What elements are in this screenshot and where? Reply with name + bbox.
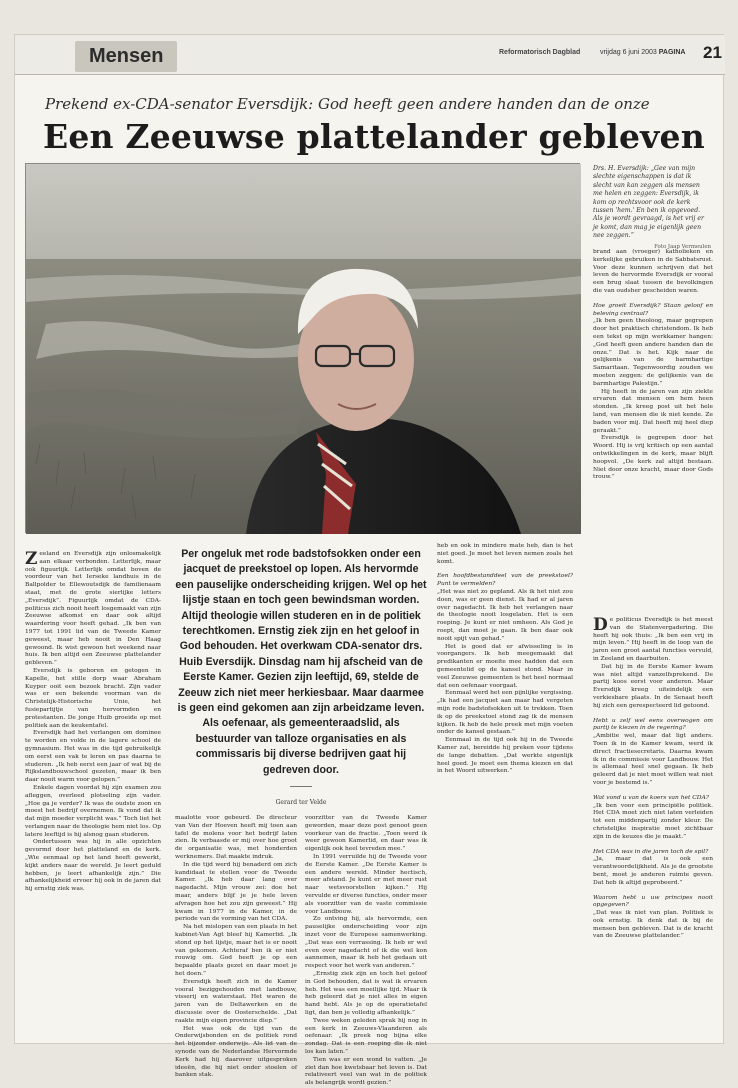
lead-rule: [290, 786, 312, 787]
article-paragraph: Waarom hebt u uw principes nooit opgegeven?: [593, 894, 713, 909]
article-column-1: [25, 543, 161, 1039]
article-paragraph: „Het was niet zo gepland. Als ik het niet zou doen, was er geen dienst. Ik had er al jaren over nagedacht. Ik heb het verlangen naar de theologie nooit losgelaten. Het is een roeping. Je kunt er niet omheen. Als God je roept, dan moet je gaan. Ik ben daar ook nooit spijt van gehad.”: [437, 588, 573, 642]
caption-text: Drs. H. Eversdijk: „Gee van mijn slechte eigenschappen is dat ik slecht van kan zeggen als mensen me helen en zeggen: Eversdijk, ik kom op rechtsvoor ook de kerk tussen 'hem.' En ben ik opgevoed. Als je wordt gevraagd, is het vrij er je komt, dan mag je eigenlijk geen nee zeggen.”: [593, 165, 704, 240]
article-paragraph: Een hoofdbestanddeel van de preekstoel? Punt te vermelden?: [437, 573, 573, 588]
article-paragraph: Eversdijk is gegrepen door het Woord. Hij is vrij kritisch op een aantal ontwikkelingen in de kerk, maar blijft hoopvol. „De kerk zal altijd bestaan. Niet door onze kracht, maar door Gods trouw.”: [593, 435, 713, 481]
lead-text: Per ongeluk met rode badstofsokken onder een jacquet de preekstoel op lopen. Als hervormde een pauselijke onderscheiding krijgen. Wel op het lijstje staan en toch geen bewindsman worden. Altijd theologie willen studeren en in de politiek terechtkomen. Ernstig ziek zijn en het geloof in God behouden. Het overkwam CDA-senator drs. Huib Eversdijk. Dinsdag nam hij afscheid van de Eerste Kamer. Gezien zijn leeftijd, 69, stelde de Zeeuw zich niet meer herkiesbaar. Maar daarmee is geen eind gekomen aan zijn arbeidzame leven. Als oefenaar, als gemeenteraadslid, als bestuurder van talloze organisaties en als commissaris bij diverse bedrijven gaat hij gedreven door.: [175, 548, 427, 776]
article-paragraph: Eenmaal werd het een pijnlijke vergissing. „Ik had een jacquet aan maar had vergeten mijn rode badstofsokken uit te trekken. Toen ik op de preekstoel stond zag ik de mensen kijken. Ik heb de hele preek met mijn voeten onder de kansel gestaan.”: [437, 690, 573, 736]
article-paragraph: Twee weken geleden sprak hij nog in een kerk in Zeeuws-Vlaanderen als oefenaar. „Ik preek nog bijna elke zondag. Dat is een roeping die ik niet los kan laten.”: [305, 1017, 427, 1055]
article-paragraph: Het CDA was in die jaren toch de spil?: [593, 848, 709, 855]
page-number: 21: [703, 43, 722, 62]
article-paragraph: Eversdijk is geboren en getogen in Kapelle, het stille dorp waar Abraham Kuyper ooit een bezoek bracht. Zijn vader was er een bekende voorman van de Christelijk-Historische Unie, het fusiepartijtje van hervormden en protestanten. De jonge Huib groeide op met politiek aan de keukentafel.: [25, 667, 161, 729]
article-paragraph: „Ik ben geen theoloog, maar gegrepen door het praktisch christendom. Ik heb een tekst op mijn werkkamer hangen: „God heeft geen andere handen dan de onze.” Dat is het. Kijk naar de gelijkenis van de barmhartige Samaritaan. Tegenwoordig zouden we moeten zeggen: de gelijkenis van de barmhartige Palestijn.”: [593, 318, 713, 387]
article-column-4: [437, 543, 573, 1039]
article-paragraph: Wat vond u van de koers van het CDA?: [593, 794, 709, 801]
article-paragraph: maalotte voor gebeurd. De directeur van Van der Hoeven heeft mij toen aan tafel de molens voor het bedrijf laten zien. Ik verbaasde er mij over hoe groot de organisatie was, met honderden werknemers. Dat maakte indruk.: [175, 815, 297, 860]
article-paragraph: „Ambitie wel, maar dat ligt anders. Toen ik in de Kamer kwam, werd ik direct fractiesecretaris. Daarna kwam ik in de commissie voor Landbouw. Het is allemaal heel snel gegaan. Ik heb geleerd dat je niet moet willen wat niet voor je bestemd is.”: [593, 733, 713, 786]
article-paragraph: Enkele dagen voordat hij zijn examen zou afleggen, overleed plotseling zijn vader. „Hoe ga je verder? Ik was de oudste zoon en moest het bedrijf overnemen. Ik vond dat ik dat mijn moeder verplicht was.” Toch liet het verlangen naar de theologie hem niet los. Op latere leeftijd is hij alsnog gaan studeren.: [25, 784, 161, 838]
photo-caption: [593, 165, 711, 251]
article-paragraph: Eversdijk had het verlangen om dominee te worden en volde in de lagere school de gymnasium. Het was in die tijd gebruikelijk om eerst een vak te leren en pas daarna te studeren. „Ik heb eerst een jaar of wat bij de Rijkslandbouwschool gezeten, maar ik ben daar nooit warm voor gelopen.”: [25, 730, 161, 784]
masthead: Reformatorisch Dagblad: [499, 49, 581, 56]
article-paragraph: Het is goed dat er afwisseling is in voorgangers. Ik heb meegemaakt dat predikanten er moeite mee hadden dat een gemeentelid op de kansel stond. Maar in veel Zeeuwse gemeenten is het heel normaal dat een oefenaar voorgaat.: [437, 643, 573, 689]
date-text: vrijdag 6 juni 2003: [600, 49, 657, 56]
article-paragraph: „Ja, maar dat is ook een verantwoordelijkheid. Als je de grootste bent, moet je anderen ruimte geven. Dat heb ik altijd geprobeerd.”: [593, 856, 713, 886]
newspaper-page: [14, 34, 724, 1087]
article-paragraph: Eversdijk heeft zich in de Kamer vooral beziggehouden met landbouw, visserij en waterstaat. Het waren de jaren van de Deltawerken en de discussie over de Oosterschelde. „Dat raakte mijn eigen provincie diep.”: [175, 978, 297, 1024]
article-paragraph: Tien was er een wond te vatten. „Je ziet dan hoe kwetsbaar het leven is. Dat relativeert veel van wat in de politiek als belangrijk wordt gezien.”: [305, 1056, 427, 1087]
article-paragraph: Na het mislopen van een plaats in het kabinet-Van Agt bleef hij Kamerlid. „Ik stond op het lijstje, maar het is er nooit van gekomen. Achteraf ben ik er niet rouwig om. God heeft je op een bepaalde plaats gezet en daar moet je het doen.”: [175, 924, 297, 977]
page-label: PAGINA: [658, 49, 686, 56]
article-paragraph: In die tijd werd hij benaderd om zich kandidaat te stellen voor de Tweede Kamer. „Ik heb daar lang over nagedacht. Mijn vrouw zei: doe het maar, anders blijf je je hele leven afvragen hoe het zou zijn geweest.” Hij kwam in 1977 in de Kamer, in de periode van de vorming van het CDA.: [175, 861, 297, 923]
portrait-photo: [25, 163, 580, 533]
photo-credit: Foto Jaap Vermeulen: [654, 243, 711, 250]
photo-illustration: [26, 164, 581, 534]
article-paragraph: Het was ook de tijd van de Onderwijsbonden en de politiek rond het bijzonder onderwijs. Als lid van de synode van de Nederlandse Hervormde Kerk had hij daarover uitgesproken ideeën, die hij niet onder stoelen of banken stak.: [175, 1025, 297, 1079]
article-paragraph: „Ik ben voor een principiële politiek. Het CDA moet zich niet laten verleiden tot een middenpartij zonder kleur. De christelijke inspiratie moet zichtbaar zijn in de keuzes die je maakt.”: [593, 802, 713, 840]
article-paragraph: In 1991 verruilde hij de Tweede voor de Eerste Kamer. „De Eerste Kamer is een andere wereld. Minder hectisch, meer afstand. Je kunt er met meer rust naar wetsvoorstellen kijken.” Hij vervulde er diverse functies, onder meer als voorzitter van de vaste commissie voor Landbouw.: [305, 853, 427, 915]
article-paragraph: Eenmaal in de tijd ook hij in de Tweede Kamer zat, bereidde hij preken voor tijdens de lange debatten. „Dat werkte eigenlijk heel goed. Je moet een thema kiezen en dat in het Woord uitwerken.”: [437, 737, 573, 775]
article-column-2: [175, 815, 297, 1079]
article-paragraph: Zo ontving hij, als hervormde, een pauselijke onderscheiding voor zijn inzet voor de Europese samenwerking. „Dat was een verrassing. Ik heb er wel even over nagedacht of ik die wel kon aannemen, maar ik heb het gedaan uit respect voor het werk van anderen.”: [305, 916, 427, 970]
article-paragraph: heb en ook in mindere mate heb, dan is het niet goed. Je moet het leven nemen zoals het komt.: [437, 543, 573, 565]
article-paragraph: Zeeland en Eversdijk zijn onlosmakelijk aan elkaar verbonden. Letterlijk, maar ook figuurlijk. Letterlijk omdat boven de voordeur van het Ierseke landhuis in de Ballpolder te Ellewoutsdijk de familienaam staat, met de grote sierlijke letters „Eversdijk”. Figuurlijk omdat de CDA-politicus zich nooit heeft losgemaakt van zijn Zeeuwse afkomst en daar ook altijd waardering voor heeft gehad. „Ik ben van 1977 tot 1991 lid van de Tweede Kamer geweest, maar heb nooit in Den Haag gewoond. Ik wist gewoon het weekend naar huis. Ik ben altijd een Zeeuwse plattelander gebleven.”: [25, 549, 161, 667]
article-paragraph: Hoe groeit Eversdijk? Staan geloof en beleving centraal?: [593, 302, 713, 317]
article-paragraph: Ondertussen was hij in alle opzichten gevormd door het platteland en de kerk. „Wie eenmaal op het land heeft gewerkt, kijkt anders naar de wereld. Je leert geduld hebben, je leert afhankelijk zijn.” Die afhankelijkheid ervoer hij ook in de jaren dat hij ernstig ziek was.: [25, 839, 161, 893]
article-paragraph: voorzitter van de Tweede Kamer geworden, maar deze post genoot geen voorkeur van de fractie. „Toen werd ik weer gewoon Kamerlid, en daar was ik eigenlijk ook heel tevreden mee.”: [305, 815, 427, 853]
article-paragraph: Hij heeft in de jaren van zijn ziekte ervaren dat mensen om hem heen stonden. „Ik kreeg post uit het hele land, van mensen die ik niet kende. Ze baden voor mij. Dat heeft mij heel diep geraakt.”: [593, 388, 713, 434]
kicker: Prekend ex-CDA-senator Eversdijk: God heeft geen andere handen dan de onze: [45, 95, 650, 113]
article-paragraph: brand aan (vroeger) katholieken en kerkelijke gebruiken in de Sabbatsrust. Voor deze kunnen schrijven dat het leven de hervormde Eversdijk er vooral een brug slaat tussen de bevolkingen die van oudsher gescheiden waren.: [593, 249, 713, 294]
article-column-5: [593, 249, 713, 599]
issue-date: [600, 49, 686, 56]
article-paragraph: „Dat was ik niet van plan. Politiek is ook ernstig. Ik denk dat ik bij de mensen ben gebleven. Dat is de kracht van de Zeeuwse plattelander.”: [593, 910, 713, 940]
article-column-6: [593, 609, 713, 1039]
headline: Een Zeeuwse plattelander gebleven: [43, 117, 705, 156]
article-column-3: [305, 815, 427, 1087]
lead-paragraph: [175, 547, 427, 792]
section-title: Mensen: [75, 41, 177, 72]
article-paragraph: De politicus Eversdijk is het meest van de Statenvergadering. Die heeft hij ook thuis: „Ik ben een vrij in mijn leven.” Hij heeft in de loop van de jaren een groot aantal functies vervuld, in Zeeland en daarbuiten.: [593, 615, 713, 662]
page-header: [15, 35, 725, 75]
byline: Gerard ter Velde: [275, 799, 327, 806]
article-paragraph: Dat hij in de Eerste Kamer kwam was niet altijd vanzelfsprekend. De partij koos eerst voor anderen. Maar Eversdijk kreeg uiteindelijk een verkiesbare plaats. In de Senaat heeft hij zich een gerespecteerd lid getoond.: [593, 663, 713, 709]
article-paragraph: Hebt u zelf wel eens overwogen om partij te kiezen in de regering?: [593, 717, 713, 732]
article-paragraph: „Ernstig ziek zijn en toch het geloof in God behouden, dat is wat ik ervaren heb. Het was een moeilijke tijd. Maar ik heb geleerd dat je niet alles in eigen hand hebt. Als je op de operatietafel ligt, dan ben je volledig afhankelijk.”: [305, 970, 427, 1016]
